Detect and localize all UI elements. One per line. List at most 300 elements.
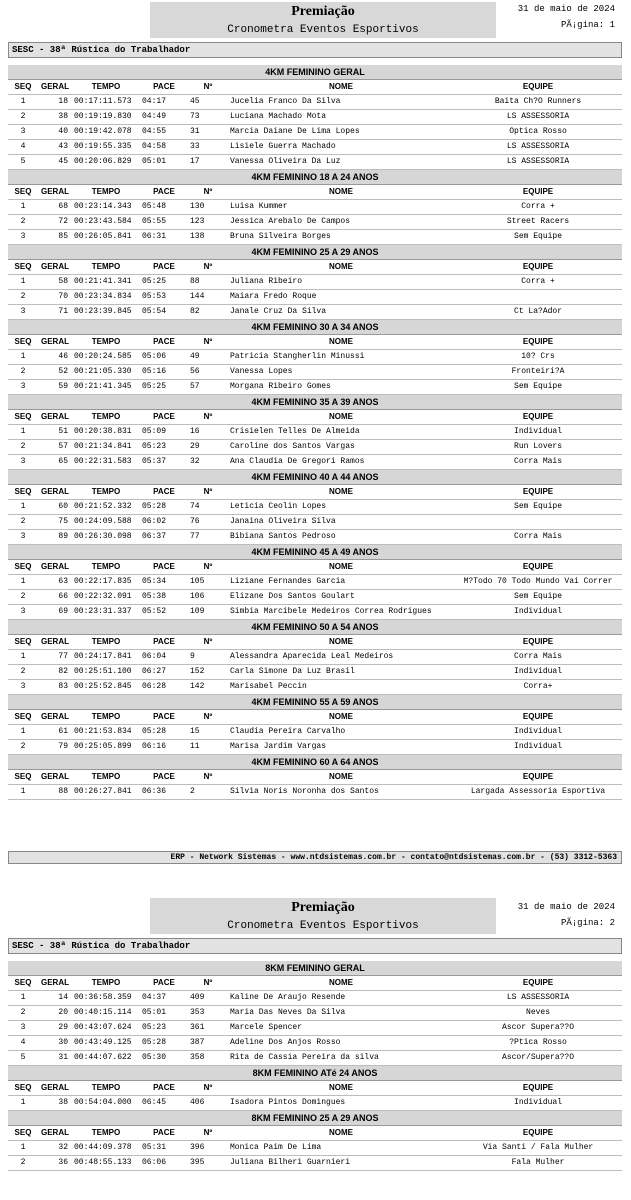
cell-geral: 14 xyxy=(38,991,72,1006)
cell-num: 82 xyxy=(188,305,228,320)
cell-tempo: 00:19:19.830 xyxy=(72,110,140,125)
cell-geral: 75 xyxy=(38,515,72,530)
cell-num: 387 xyxy=(188,1036,228,1051)
column-header: SEQ xyxy=(8,410,38,425)
cell-geral: 45 xyxy=(38,155,72,170)
category-header xyxy=(8,470,622,485)
table-row xyxy=(8,95,622,110)
cell-seq: 1 xyxy=(8,500,38,515)
column-header: TEMPO xyxy=(72,80,140,95)
column-header: Nº xyxy=(188,710,228,725)
cell-seq: 3 xyxy=(8,530,38,545)
cell-pace: 05:31 xyxy=(140,1141,188,1156)
column-header: TEMPO xyxy=(72,770,140,785)
cell-seq: 5 xyxy=(8,155,38,170)
cell-num: 105 xyxy=(188,575,228,590)
cell-tempo: 00:44:07.622 xyxy=(72,1051,140,1066)
cell-geral: 36 xyxy=(38,1156,72,1171)
cell-seq: 2 xyxy=(8,515,38,530)
cell-seq: 1 xyxy=(8,350,38,365)
column-header-row xyxy=(8,485,622,500)
table-row xyxy=(8,1141,622,1156)
table-row xyxy=(8,440,622,455)
cell-tempo: 00:21:53.834 xyxy=(72,725,140,740)
cell-num: 49 xyxy=(188,350,228,365)
column-header: TEMPO xyxy=(72,560,140,575)
column-header-row xyxy=(8,710,622,725)
cell-tempo: 00:24:09.588 xyxy=(72,515,140,530)
cell-geral: 43 xyxy=(38,140,72,155)
column-header: EQUIPE xyxy=(454,80,622,95)
cell-seq: 3 xyxy=(8,1021,38,1036)
results-table xyxy=(8,65,622,800)
cell-equipe: 10? Crs xyxy=(454,350,622,365)
cell-seq: 1 xyxy=(8,785,38,800)
column-header: NOME xyxy=(228,335,454,350)
category-header xyxy=(8,170,622,185)
column-header: SEQ xyxy=(8,260,38,275)
category-header xyxy=(8,245,622,260)
cell-tempo: 00:20:24.585 xyxy=(72,350,140,365)
column-header: PACE xyxy=(140,260,188,275)
column-header: SEQ xyxy=(8,976,38,991)
cell-seq: 2 xyxy=(8,740,38,755)
column-header: NOME xyxy=(228,710,454,725)
cell-pace: 06:36 xyxy=(140,785,188,800)
cell-seq: 3 xyxy=(8,230,38,245)
cell-seq: 2 xyxy=(8,365,38,380)
cell-geral: 82 xyxy=(38,665,72,680)
column-header: NOME xyxy=(228,1081,454,1096)
cell-tempo: 00:43:49.125 xyxy=(72,1036,140,1051)
cell-geral: 72 xyxy=(38,215,72,230)
column-header: Nº xyxy=(188,185,228,200)
cell-tempo: 00:23:14.343 xyxy=(72,200,140,215)
cell-num: 106 xyxy=(188,590,228,605)
cell-equipe: Corra Mais xyxy=(454,455,622,470)
column-header: EQUIPE xyxy=(454,560,622,575)
cell-pace: 05:25 xyxy=(140,380,188,395)
cell-pace: 05:54 xyxy=(140,305,188,320)
cell-equipe: Largada Assessoria Esportiva xyxy=(454,785,622,800)
category-title: 8KM FEMININO 25 A 29 ANOS xyxy=(8,1111,622,1126)
page-number: PÃ¡gina: 2 xyxy=(560,918,615,928)
table-row xyxy=(8,1006,622,1021)
cell-tempo: 00:44:09.378 xyxy=(72,1141,140,1156)
cell-tempo: 00:22:32.091 xyxy=(72,590,140,605)
cell-nome: Rita de Cassia Pereira da silva xyxy=(228,1051,454,1066)
cell-seq: 2 xyxy=(8,110,38,125)
column-header: PACE xyxy=(140,485,188,500)
cell-geral: 61 xyxy=(38,725,72,740)
column-header: Nº xyxy=(188,1126,228,1141)
column-header: TEMPO xyxy=(72,1081,140,1096)
cell-pace: 05:09 xyxy=(140,425,188,440)
report-subtitle: Cronometra Eventos Esportivos xyxy=(150,918,496,934)
cell-nome: Vanessa Lopes xyxy=(228,365,454,380)
cell-nome: Ana Claudia De Gregori Ramos xyxy=(228,455,454,470)
cell-equipe: Via Santi / Fala Mulher xyxy=(454,1141,622,1156)
cell-geral: 38 xyxy=(38,1096,72,1111)
column-header: SEQ xyxy=(8,710,38,725)
cell-pace: 06:06 xyxy=(140,1156,188,1171)
column-header: EQUIPE xyxy=(454,1081,622,1096)
table-row xyxy=(8,1096,622,1111)
cell-nome: Silvia Noris Noronha dos Santos xyxy=(228,785,454,800)
cell-num: 353 xyxy=(188,1006,228,1021)
column-header: EQUIPE xyxy=(454,1126,622,1141)
table-row xyxy=(8,230,622,245)
cell-tempo: 00:17:11.573 xyxy=(72,95,140,110)
cell-equipe: Sem Equipe xyxy=(454,500,622,515)
cell-num: 409 xyxy=(188,991,228,1006)
table-row xyxy=(8,350,622,365)
category-title: 4KM FEMININO 18 A 24 ANOS xyxy=(8,170,622,185)
column-header: SEQ xyxy=(8,335,38,350)
cell-nome: Elizane Dos Santos Goulart xyxy=(228,590,454,605)
cell-geral: 63 xyxy=(38,575,72,590)
cell-nome: Caroline dos Santos Vargas xyxy=(228,440,454,455)
cell-tempo: 00:19:42.078 xyxy=(72,125,140,140)
cell-seq: 3 xyxy=(8,380,38,395)
cell-num: 361 xyxy=(188,1021,228,1036)
table-row xyxy=(8,991,622,1006)
column-header-row xyxy=(8,185,622,200)
cell-equipe: Corra Mais xyxy=(454,530,622,545)
cell-num: 73 xyxy=(188,110,228,125)
cell-equipe: Individual xyxy=(454,725,622,740)
cell-equipe: Sem Equipe xyxy=(454,380,622,395)
cell-tempo: 00:21:41.341 xyxy=(72,275,140,290)
column-header: EQUIPE xyxy=(454,410,622,425)
cell-tempo: 00:25:05.899 xyxy=(72,740,140,755)
cell-pace: 06:28 xyxy=(140,680,188,695)
cell-seq: 4 xyxy=(8,140,38,155)
cell-nome: Bruna Silveira Borges xyxy=(228,230,454,245)
cell-geral: 32 xyxy=(38,1141,72,1156)
cell-num: 396 xyxy=(188,1141,228,1156)
cell-tempo: 00:54:04.000 xyxy=(72,1096,140,1111)
column-header: Nº xyxy=(188,80,228,95)
cell-nome: Alessandra Aparecida Leal Medeiros xyxy=(228,650,454,665)
cell-seq: 1 xyxy=(8,725,38,740)
report-date: 31 de maio de 2024 xyxy=(517,902,615,912)
column-header: PACE xyxy=(140,80,188,95)
table-row xyxy=(8,365,622,380)
cell-nome: Marisabel Peccin xyxy=(228,680,454,695)
table-row xyxy=(8,1036,622,1051)
cell-seq: 3 xyxy=(8,305,38,320)
cell-nome: Lisiele Guerra Machado xyxy=(228,140,454,155)
table-row xyxy=(8,1051,622,1066)
table-row xyxy=(8,1156,622,1171)
table-row xyxy=(8,605,622,620)
cell-nome: Janaina Oliveira Silva xyxy=(228,515,454,530)
column-header: NOME xyxy=(228,260,454,275)
column-header-row xyxy=(8,560,622,575)
cell-seq: 5 xyxy=(8,1051,38,1066)
cell-nome: Marcia Daiane De Lima Lopes xyxy=(228,125,454,140)
table-row xyxy=(8,140,622,155)
cell-seq: 1 xyxy=(8,425,38,440)
cell-seq: 4 xyxy=(8,1036,38,1051)
cell-equipe: Neves xyxy=(454,1006,622,1021)
column-header: Nº xyxy=(188,335,228,350)
category-title: 4KM FEMININO GERAL xyxy=(8,65,622,80)
cell-geral: 18 xyxy=(38,95,72,110)
cell-num: 45 xyxy=(188,95,228,110)
column-header: GERAL xyxy=(38,635,72,650)
column-header-row xyxy=(8,1126,622,1141)
category-title: 8KM FEMININO GERAL xyxy=(8,961,622,976)
column-header: PACE xyxy=(140,976,188,991)
cell-geral: 38 xyxy=(38,110,72,125)
column-header: NOME xyxy=(228,1126,454,1141)
table-row xyxy=(8,515,622,530)
cell-pace: 06:04 xyxy=(140,650,188,665)
cell-seq: 1 xyxy=(8,575,38,590)
column-header: Nº xyxy=(188,976,228,991)
cell-nome: Juliana Bilheri Guarnieri xyxy=(228,1156,454,1171)
page-footer: ERP - Network Sistemas - www.ntdsistemas.com.br - contato@ntdsistemas.com.br - (53) 3312-5363 xyxy=(8,851,622,864)
column-header: SEQ xyxy=(8,635,38,650)
cell-num: 16 xyxy=(188,425,228,440)
column-header: Nº xyxy=(188,1081,228,1096)
column-header-row xyxy=(8,976,622,991)
cell-equipe: Individual xyxy=(454,665,622,680)
cell-num: 33 xyxy=(188,140,228,155)
table-row xyxy=(8,455,622,470)
cell-nome: Carla Simone Da Luz Brasil xyxy=(228,665,454,680)
table-row xyxy=(8,530,622,545)
column-header: SEQ xyxy=(8,185,38,200)
cell-nome: Liziane Fernandes Garcia xyxy=(228,575,454,590)
cell-tempo: 00:23:43.584 xyxy=(72,215,140,230)
column-header-row xyxy=(8,80,622,95)
column-header: TEMPO xyxy=(72,1126,140,1141)
cell-pace: 05:28 xyxy=(140,500,188,515)
cell-num: 109 xyxy=(188,605,228,620)
column-header: GERAL xyxy=(38,485,72,500)
cell-tempo: 00:25:51.100 xyxy=(72,665,140,680)
table-row xyxy=(8,725,622,740)
column-header: EQUIPE xyxy=(454,635,622,650)
cell-equipe: LS ASSESSORIA xyxy=(454,155,622,170)
category-title: 4KM FEMININO 35 A 39 ANOS xyxy=(8,395,622,410)
cell-tempo: 00:20:38.831 xyxy=(72,425,140,440)
cell-equipe: Corra + xyxy=(454,275,622,290)
cell-geral: 20 xyxy=(38,1006,72,1021)
category-title: 4KM FEMININO 60 A 64 ANOS xyxy=(8,755,622,770)
category-header xyxy=(8,1066,622,1081)
cell-tempo: 00:23:39.845 xyxy=(72,305,140,320)
column-header: TEMPO xyxy=(72,410,140,425)
column-header: Nº xyxy=(188,560,228,575)
cell-seq: 2 xyxy=(8,290,38,305)
category-header xyxy=(8,320,622,335)
category-title: 4KM FEMININO 30 A 34 ANOS xyxy=(8,320,622,335)
cell-equipe: Individual xyxy=(454,1096,622,1111)
cell-nome: Kaline De Araujo Resende xyxy=(228,991,454,1006)
cell-geral: 69 xyxy=(38,605,72,620)
table-row xyxy=(8,110,622,125)
column-header: TEMPO xyxy=(72,976,140,991)
cell-equipe: Optica Rosso xyxy=(454,125,622,140)
cell-pace: 04:58 xyxy=(140,140,188,155)
category-title: 4KM FEMININO 50 A 54 ANOS xyxy=(8,620,622,635)
cell-geral: 89 xyxy=(38,530,72,545)
report-title: Premiação xyxy=(150,2,496,22)
column-header: GERAL xyxy=(38,1081,72,1096)
cell-geral: 71 xyxy=(38,305,72,320)
category-header xyxy=(8,755,622,770)
column-header: PACE xyxy=(140,560,188,575)
category-header xyxy=(8,695,622,710)
event-name: SESC - 38ª Rústica do Trabalhador xyxy=(8,938,622,954)
cell-tempo: 00:19:55.335 xyxy=(72,140,140,155)
cell-equipe: LS ASSESSORIA xyxy=(454,110,622,125)
cell-num: 406 xyxy=(188,1096,228,1111)
cell-nome: Patricia Stangherlin Minussi xyxy=(228,350,454,365)
cell-nome: Janale Cruz Da Silva xyxy=(228,305,454,320)
page-number: PÃ¡gina: 1 xyxy=(560,20,615,30)
column-header: NOME xyxy=(228,410,454,425)
cell-tempo: 00:26:05.841 xyxy=(72,230,140,245)
cell-nome: Crisielen Telles De Almeida xyxy=(228,425,454,440)
cell-pace: 05:34 xyxy=(140,575,188,590)
cell-geral: 52 xyxy=(38,365,72,380)
cell-tempo: 00:21:52.332 xyxy=(72,500,140,515)
cell-num: 2 xyxy=(188,785,228,800)
cell-pace: 05:06 xyxy=(140,350,188,365)
cell-seq: 1 xyxy=(8,1141,38,1156)
report-title: Premiação xyxy=(150,898,496,918)
column-header: GERAL xyxy=(38,770,72,785)
table-row xyxy=(8,665,622,680)
column-header: EQUIPE xyxy=(454,976,622,991)
cell-num: 9 xyxy=(188,650,228,665)
cell-equipe: Street Racers xyxy=(454,215,622,230)
column-header-row xyxy=(8,635,622,650)
cell-num: 74 xyxy=(188,500,228,515)
cell-equipe: LS ASSESSORIA xyxy=(454,991,622,1006)
cell-num: 56 xyxy=(188,365,228,380)
column-header: GERAL xyxy=(38,185,72,200)
cell-tempo: 00:20:06.829 xyxy=(72,155,140,170)
column-header: TEMPO xyxy=(72,185,140,200)
table-row xyxy=(8,125,622,140)
cell-equipe: M?Todo 70 Todo Mundo Vai Correr xyxy=(454,575,622,590)
cell-nome: Claudia Pereira Carvalho xyxy=(228,725,454,740)
column-header: NOME xyxy=(228,976,454,991)
cell-seq: 1 xyxy=(8,200,38,215)
table-row xyxy=(8,200,622,215)
column-header: SEQ xyxy=(8,1126,38,1141)
cell-equipe: Corra+ xyxy=(454,680,622,695)
cell-pace: 05:53 xyxy=(140,290,188,305)
event-name: SESC - 38ª Rústica do Trabalhador xyxy=(8,42,622,58)
cell-tempo: 00:24:17.841 xyxy=(72,650,140,665)
column-header: GERAL xyxy=(38,260,72,275)
category-title: 4KM FEMININO 25 A 29 ANOS xyxy=(8,245,622,260)
cell-pace: 05:28 xyxy=(140,1036,188,1051)
column-header: NOME xyxy=(228,770,454,785)
table-row xyxy=(8,215,622,230)
cell-tempo: 00:21:34.841 xyxy=(72,440,140,455)
column-header: PACE xyxy=(140,770,188,785)
column-header-row xyxy=(8,335,622,350)
cell-equipe: Fala Mulher xyxy=(454,1156,622,1171)
cell-pace: 05:55 xyxy=(140,215,188,230)
cell-nome: Maiara Fredo Roque xyxy=(228,290,454,305)
category-header xyxy=(8,65,622,80)
column-header: Nº xyxy=(188,770,228,785)
table-row xyxy=(8,290,622,305)
column-header: TEMPO xyxy=(72,260,140,275)
cell-equipe: Baita Ch?O Runners xyxy=(454,95,622,110)
column-header-row xyxy=(8,410,622,425)
cell-num: 123 xyxy=(188,215,228,230)
cell-seq: 3 xyxy=(8,455,38,470)
cell-tempo: 00:43:07.624 xyxy=(72,1021,140,1036)
cell-tempo: 00:21:05.330 xyxy=(72,365,140,380)
cell-equipe: Individual xyxy=(454,605,622,620)
table-row xyxy=(8,575,622,590)
column-header: TEMPO xyxy=(72,635,140,650)
table-row xyxy=(8,680,622,695)
category-title: 8KM FEMININO ATé 24 ANOS xyxy=(8,1066,622,1081)
cell-nome: Juliana Ribeiro xyxy=(228,275,454,290)
cell-geral: 70 xyxy=(38,290,72,305)
column-header: PACE xyxy=(140,1081,188,1096)
cell-pace: 06:37 xyxy=(140,530,188,545)
table-row xyxy=(8,590,622,605)
column-header: GERAL xyxy=(38,335,72,350)
cell-geral: 59 xyxy=(38,380,72,395)
cell-equipe: Corra Mais xyxy=(454,650,622,665)
cell-nome: Luisa Kummer xyxy=(228,200,454,215)
column-header: PACE xyxy=(140,710,188,725)
column-header: NOME xyxy=(228,635,454,650)
cell-pace: 04:49 xyxy=(140,110,188,125)
cell-seq: 2 xyxy=(8,215,38,230)
column-header: SEQ xyxy=(8,485,38,500)
cell-num: 395 xyxy=(188,1156,228,1171)
column-header: EQUIPE xyxy=(454,260,622,275)
cell-equipe: Fronteiri?A xyxy=(454,365,622,380)
cell-tempo: 00:25:52.845 xyxy=(72,680,140,695)
cell-pace: 06:02 xyxy=(140,515,188,530)
cell-equipe: Ct La?Ador xyxy=(454,305,622,320)
cell-nome: Morgana Ribeiro Gomes xyxy=(228,380,454,395)
cell-num: 88 xyxy=(188,275,228,290)
cell-geral: 30 xyxy=(38,1036,72,1051)
cell-seq: 3 xyxy=(8,125,38,140)
cell-pace: 05:38 xyxy=(140,590,188,605)
cell-geral: 79 xyxy=(38,740,72,755)
cell-num: 15 xyxy=(188,725,228,740)
cell-seq: 2 xyxy=(8,590,38,605)
category-header xyxy=(8,620,622,635)
cell-tempo: 00:36:58.359 xyxy=(72,991,140,1006)
cell-nome: Adeline Dos Anjos Rosso xyxy=(228,1036,454,1051)
cell-nome: Jessica Arebalo De Campos xyxy=(228,215,454,230)
cell-tempo: 00:23:34.834 xyxy=(72,290,140,305)
column-header: NOME xyxy=(228,485,454,500)
cell-num: 142 xyxy=(188,680,228,695)
column-header: GERAL xyxy=(38,710,72,725)
column-header: NOME xyxy=(228,560,454,575)
